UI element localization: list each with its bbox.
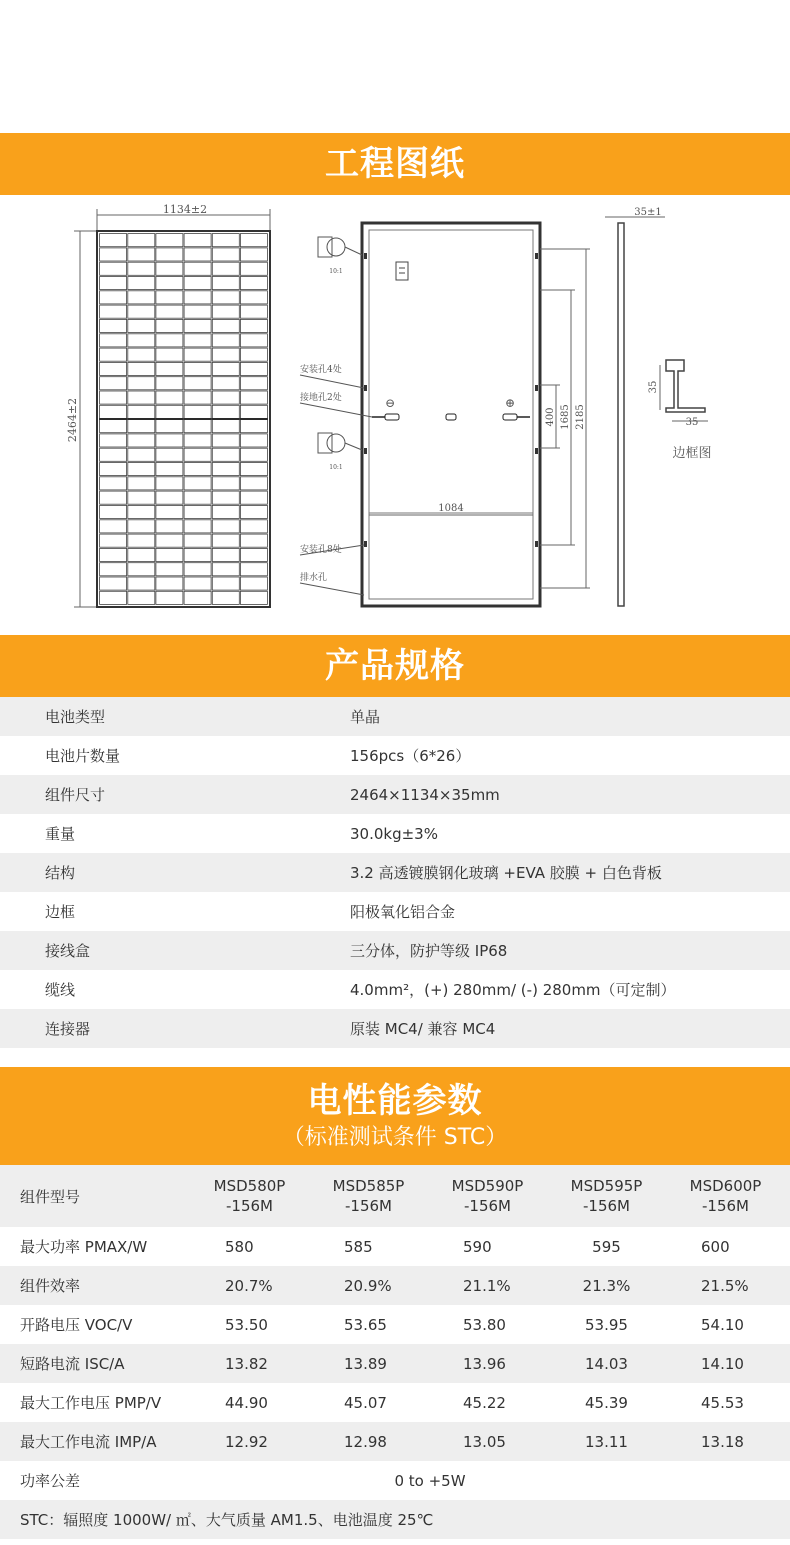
- elec-row-label: 开路电压 VOC/V: [20, 1316, 133, 1334]
- solar-cell: [240, 291, 267, 304]
- solar-cell: [240, 319, 267, 332]
- elec-value: 585: [344, 1237, 373, 1256]
- solar-cell: [156, 262, 183, 275]
- solar-cell: [156, 434, 183, 447]
- solar-cell: [212, 520, 239, 533]
- solar-cell: [212, 319, 239, 332]
- solar-cell: [128, 434, 155, 447]
- solar-cell: [240, 377, 267, 390]
- spec-value: 2464×1134×35mm: [350, 785, 500, 804]
- solar-cell: [212, 405, 239, 418]
- elec-row: [0, 1383, 790, 1422]
- solar-cell: [184, 505, 211, 518]
- solar-cell: [128, 463, 155, 476]
- spec-label: 电池片数量: [45, 747, 121, 765]
- solar-cell: [128, 277, 155, 290]
- solar-cell: [240, 362, 267, 375]
- spec-row: [0, 892, 790, 931]
- solar-cell: [240, 463, 267, 476]
- spec-label: 组件尺寸: [45, 786, 106, 804]
- solar-cell: [156, 248, 183, 261]
- solar-cell: [184, 434, 211, 447]
- spec-value: 30.0kg±3%: [350, 824, 438, 843]
- spec-row: [0, 970, 790, 1009]
- elec-value: 12.98: [344, 1432, 387, 1451]
- solar-cell: [156, 548, 183, 561]
- elec-row: [0, 1344, 790, 1383]
- elec-value: 45.53: [701, 1393, 744, 1412]
- solar-cell: [128, 448, 155, 461]
- spec-label: 边框: [45, 903, 76, 921]
- solar-cell: [128, 262, 155, 275]
- elec-row-label: 最大功率 PMAX/W: [20, 1238, 148, 1256]
- label-mount-hole-4: 安装孔4处: [300, 365, 342, 375]
- solar-cell: [240, 534, 267, 547]
- solar-cell: [212, 420, 239, 433]
- elec-value: 44.90: [225, 1393, 268, 1412]
- dimension-1685: 1685: [560, 404, 571, 430]
- solar-cell: [240, 391, 267, 404]
- solar-cell: [156, 448, 183, 461]
- spec-row: [0, 736, 790, 775]
- model-name: MSD580P -156M: [213, 1177, 286, 1215]
- elec-value: 53.95: [585, 1315, 628, 1334]
- solar-cell: [128, 305, 155, 318]
- solar-cell: [100, 348, 127, 361]
- solar-cell: [156, 477, 183, 490]
- solar-cell: [184, 305, 211, 318]
- solar-cell: [212, 577, 239, 590]
- solar-cell: [212, 305, 239, 318]
- label-drain-hole: 排水孔: [300, 573, 328, 583]
- spec-label: 接线盒: [45, 942, 91, 960]
- solar-cell: [240, 420, 267, 433]
- elec-value: 600: [701, 1237, 730, 1256]
- solar-cell: [156, 563, 183, 576]
- scale-label-top: 10:1: [329, 268, 343, 275]
- elec-value: 20.9%: [344, 1276, 392, 1295]
- elec-header-row: [0, 1165, 790, 1227]
- spec-label: 重量: [45, 825, 76, 843]
- solar-cell: [100, 291, 127, 304]
- spec-value: 3.2 高透镀膜钢化玻璃 +EVA 胶膜 + 白色背板: [350, 864, 662, 882]
- solar-cell: [100, 248, 127, 261]
- elec-value: 54.10: [701, 1315, 744, 1334]
- solar-cell: [184, 548, 211, 561]
- solar-cell: [100, 563, 127, 576]
- solar-cell: [240, 234, 267, 247]
- solar-cell: [156, 319, 183, 332]
- solar-cell: [212, 534, 239, 547]
- solar-cell: [240, 591, 267, 604]
- solar-cell: [156, 491, 183, 504]
- solar-cell: [156, 334, 183, 347]
- solar-cell: [212, 563, 239, 576]
- solar-cell: [128, 548, 155, 561]
- elec-value: 21.1%: [463, 1276, 511, 1295]
- spec-row: [0, 853, 790, 892]
- elec-row-label: 组件效率: [20, 1277, 81, 1295]
- solar-cell: [100, 420, 127, 433]
- elec-value: 21.5%: [701, 1276, 749, 1295]
- frame-profile: [648, 360, 712, 461]
- elec-value: 13.82: [225, 1354, 268, 1373]
- solar-cell: [240, 305, 267, 318]
- solar-cell: [156, 277, 183, 290]
- spec-value: 三分体，防护等级 IP68: [350, 942, 508, 960]
- solar-cell: [240, 505, 267, 518]
- model-label: 组件型号: [20, 1187, 81, 1206]
- frame-caption: 边框图: [672, 446, 712, 461]
- solar-cell: [184, 534, 211, 547]
- solar-cell: [184, 319, 211, 332]
- solar-cell: [100, 491, 127, 504]
- solar-cell: [128, 234, 155, 247]
- elec-value: 13.11: [585, 1432, 628, 1451]
- solar-cell: [128, 534, 155, 547]
- model-name: MSD600P -156M: [689, 1177, 762, 1215]
- elec-value: 53.50: [225, 1315, 268, 1334]
- solar-cell: [128, 348, 155, 361]
- solar-cell: [212, 291, 239, 304]
- solar-cell: [100, 262, 127, 275]
- solar-cell: [100, 505, 127, 518]
- solar-cell: [156, 405, 183, 418]
- solar-cell: [156, 505, 183, 518]
- elec-value: 53.65: [344, 1315, 387, 1334]
- solar-cell: [184, 277, 211, 290]
- frame-width-35: 35: [685, 417, 699, 428]
- elec-tolerance-row: [0, 1461, 790, 1500]
- solar-cell: [212, 463, 239, 476]
- solar-cell: [240, 520, 267, 533]
- solar-cell: [240, 448, 267, 461]
- width-dimension: 1134±2: [162, 203, 208, 216]
- solar-cell: [100, 477, 127, 490]
- solar-cell: [128, 391, 155, 404]
- drawing-section-header: [0, 133, 790, 195]
- solar-cell: [100, 591, 127, 604]
- solar-cell: [184, 362, 211, 375]
- solar-cell: [184, 262, 211, 275]
- spec-value: 单晶: [350, 708, 381, 726]
- solar-cell: [212, 591, 239, 604]
- solar-cell: [184, 477, 211, 490]
- elec-value: 45.39: [585, 1393, 628, 1412]
- elec-row-label: 最大工作电压 PMP/V: [20, 1394, 162, 1412]
- solar-cell: [128, 591, 155, 604]
- spec-label: 连接器: [45, 1020, 91, 1038]
- elec-value: 45.22: [463, 1393, 506, 1412]
- spec-label: 电池类型: [45, 708, 106, 726]
- frame-height-35: 35: [648, 380, 659, 394]
- solar-cell: [156, 577, 183, 590]
- elec-value: 20.7%: [225, 1276, 273, 1295]
- solar-cell: [156, 377, 183, 390]
- solar-cell: [184, 577, 211, 590]
- solar-cell: [128, 505, 155, 518]
- elec-section-subtitle: （标准测试条件 STC）: [282, 1125, 508, 1150]
- elec-value: 580: [225, 1237, 254, 1256]
- solar-cell: [184, 563, 211, 576]
- solar-cell: [240, 548, 267, 561]
- solar-cell: [240, 434, 267, 447]
- solar-cell: [184, 591, 211, 604]
- elec-row: [0, 1422, 790, 1461]
- elec-value: 13.96: [463, 1354, 506, 1373]
- dimension-400: 400: [545, 407, 556, 427]
- height-dimension: 2464±2: [66, 397, 79, 443]
- solar-cell: [212, 434, 239, 447]
- solar-cell: [156, 348, 183, 361]
- solar-cell: [184, 448, 211, 461]
- drawing-section-title: 工程图纸: [325, 144, 465, 184]
- elec-value: 13.05: [463, 1432, 506, 1451]
- elec-section-title: 电性能参数: [307, 1081, 483, 1121]
- elec-value: 14.10: [701, 1354, 744, 1373]
- solar-cell: [156, 234, 183, 247]
- elec-row-label: 短路电流 ISC/A: [20, 1355, 125, 1373]
- solar-cell: [156, 591, 183, 604]
- solar-cell: [184, 405, 211, 418]
- solar-cell: [184, 391, 211, 404]
- front-view: [66, 203, 270, 607]
- elec-row: [0, 1305, 790, 1344]
- elec-value: 53.80: [463, 1315, 506, 1334]
- solar-cell: [100, 391, 127, 404]
- solar-cell: [156, 534, 183, 547]
- solar-cell: [212, 548, 239, 561]
- elec-table: [0, 1165, 790, 1539]
- solar-cell: [128, 477, 155, 490]
- solar-cell: [128, 319, 155, 332]
- solar-cell: [128, 563, 155, 576]
- solar-cell: [212, 262, 239, 275]
- spec-value: 阳极氧化铝合金: [350, 903, 456, 921]
- solar-cell: [240, 577, 267, 590]
- solar-cell: [212, 234, 239, 247]
- engineering-drawing: [0, 195, 790, 635]
- solar-cell: [156, 463, 183, 476]
- solar-cell: [128, 577, 155, 590]
- spec-section-title: 产品规格: [325, 646, 465, 686]
- dimension-2185: 2185: [575, 404, 586, 430]
- frame-thickness-dim: 35±1: [634, 207, 662, 218]
- solar-cell: [212, 277, 239, 290]
- solar-cell: [184, 291, 211, 304]
- solar-cell: [156, 520, 183, 533]
- elec-value: 13.89: [344, 1354, 387, 1373]
- solar-cell: [212, 362, 239, 375]
- solar-cell: [128, 405, 155, 418]
- solar-cell: [156, 391, 183, 404]
- spec-row: [0, 697, 790, 736]
- elec-value: 21.3%: [582, 1276, 631, 1295]
- spec-label: 结构: [45, 864, 76, 882]
- solar-cell: [240, 334, 267, 347]
- positive-terminal: ⊕: [504, 396, 516, 410]
- spec-label: 缆线: [45, 981, 76, 999]
- solar-cell: [128, 362, 155, 375]
- solar-cell: [184, 463, 211, 476]
- solar-cell: [128, 520, 155, 533]
- elec-row-label: 最大工作电流 IMP/A: [20, 1433, 157, 1451]
- solar-cell: [100, 277, 127, 290]
- solar-cell: [128, 291, 155, 304]
- solar-cell: [100, 319, 127, 332]
- spec-value: 156pcs（6*26）: [350, 747, 471, 765]
- spec-value: 4.0mm²，(+) 280mm/ (-) 280mm（可定制）: [350, 981, 676, 999]
- side-view: [605, 207, 665, 606]
- solar-cell: [212, 248, 239, 261]
- solar-cell: [128, 420, 155, 433]
- spec-row: [0, 1009, 790, 1048]
- solar-cell: [100, 334, 127, 347]
- solar-cell: [100, 434, 127, 447]
- spec-row: [0, 931, 790, 970]
- solar-cell: [240, 248, 267, 261]
- solar-cell: [240, 563, 267, 576]
- solar-cell: [128, 377, 155, 390]
- solar-cell: [156, 291, 183, 304]
- solar-cell: [100, 305, 127, 318]
- elec-row: [0, 1227, 790, 1266]
- spec-value: 原装 MC4/ 兼容 MC4: [350, 1020, 496, 1038]
- solar-cell: [240, 348, 267, 361]
- solar-cell: [100, 377, 127, 390]
- dimension-1084: 1084: [438, 503, 464, 514]
- solar-cell: [184, 348, 211, 361]
- solar-cell: [128, 491, 155, 504]
- solar-cell: [156, 420, 183, 433]
- solar-cell: [212, 377, 239, 390]
- spec-row: [0, 775, 790, 814]
- solar-cell: [128, 334, 155, 347]
- elec-value: 13.18: [701, 1432, 744, 1451]
- solar-cell: [184, 491, 211, 504]
- label-mount-hole-8: 安装孔8处: [300, 545, 342, 555]
- solar-cell: [212, 505, 239, 518]
- elec-value: 45.07: [344, 1393, 387, 1412]
- model-name: MSD590P -156M: [451, 1177, 524, 1215]
- solar-cell: [184, 334, 211, 347]
- elec-note-row: [0, 1500, 790, 1539]
- solar-cell: [100, 534, 127, 547]
- solar-cell: [100, 448, 127, 461]
- solar-cell: [212, 334, 239, 347]
- elec-value: 595: [592, 1237, 621, 1256]
- elec-value: 590: [463, 1237, 492, 1256]
- solar-cell: [100, 463, 127, 476]
- stc-note: STC：辐照度 1000W/ ㎡、大气质量 AM1.5、电池温度 25℃: [20, 1511, 434, 1529]
- model-name: MSD595P -156M: [570, 1177, 643, 1215]
- solar-cell: [100, 520, 127, 533]
- solar-cell: [128, 248, 155, 261]
- label-ground-hole-2: 接地孔2处: [300, 393, 342, 403]
- spec-row: [0, 814, 790, 853]
- solar-cell: [240, 405, 267, 418]
- solar-cell: [184, 377, 211, 390]
- elec-section-header: [0, 1067, 790, 1165]
- solar-cell: [212, 391, 239, 404]
- solar-cell: [212, 448, 239, 461]
- solar-cell: [240, 491, 267, 504]
- elec-value: 14.03: [585, 1354, 628, 1373]
- solar-cell: [184, 248, 211, 261]
- solar-cell: [100, 577, 127, 590]
- solar-cell: [212, 477, 239, 490]
- tolerance-value: 0 to +5W: [394, 1471, 466, 1490]
- solar-cell: [212, 348, 239, 361]
- spec-table: [0, 697, 790, 1048]
- scale-label-bottom: 10:1: [329, 464, 343, 471]
- back-view: [300, 223, 590, 606]
- solar-cell: [240, 262, 267, 275]
- solar-cell: [184, 420, 211, 433]
- solar-cell: [240, 277, 267, 290]
- tolerance-label: 功率公差: [20, 1472, 81, 1490]
- solar-cell: [156, 305, 183, 318]
- solar-cell: [100, 405, 127, 418]
- solar-cell: [184, 234, 211, 247]
- spec-section-header: [0, 635, 790, 697]
- elec-row: [0, 1266, 790, 1305]
- solar-cell: [100, 362, 127, 375]
- solar-cell: [184, 520, 211, 533]
- solar-cell: [156, 362, 183, 375]
- solar-cell: [100, 234, 127, 247]
- elec-value: 12.92: [225, 1432, 268, 1451]
- solar-cell: [240, 477, 267, 490]
- solar-cell: [100, 548, 127, 561]
- solar-cell: [212, 491, 239, 504]
- negative-terminal: ⊖: [384, 396, 396, 410]
- model-name: MSD585P -156M: [332, 1177, 405, 1215]
